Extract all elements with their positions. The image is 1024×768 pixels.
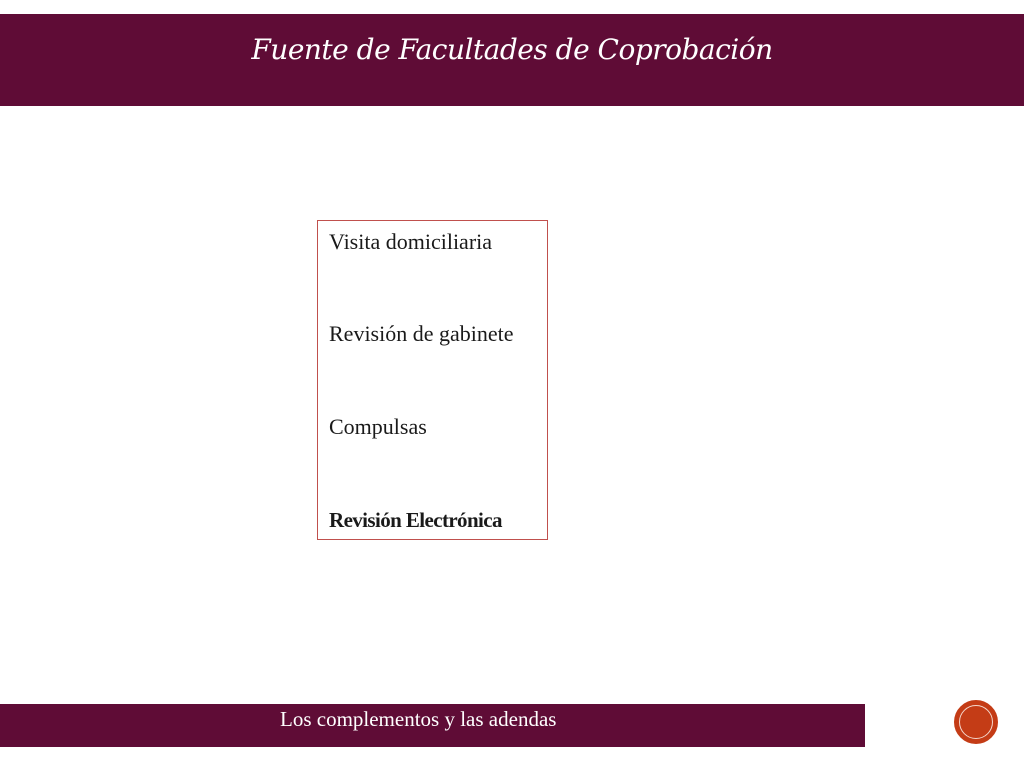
slide-title: Fuente de Facultades de Coprobación	[251, 33, 773, 66]
footer-text: Los complementos y las adendas	[280, 707, 557, 731]
nav-ring	[959, 705, 993, 739]
list-item-revision-gabinete: Revisión de gabinete	[329, 321, 514, 346]
content-box	[317, 220, 548, 540]
list-item-visita-domiciliaria: Visita domiciliaria	[329, 229, 493, 254]
list-item-compulsas: Compulsas	[329, 414, 427, 439]
list-item-revision-electronica: Revisión Electrónica	[329, 508, 502, 532]
circle-nav-icon[interactable]	[954, 700, 998, 744]
